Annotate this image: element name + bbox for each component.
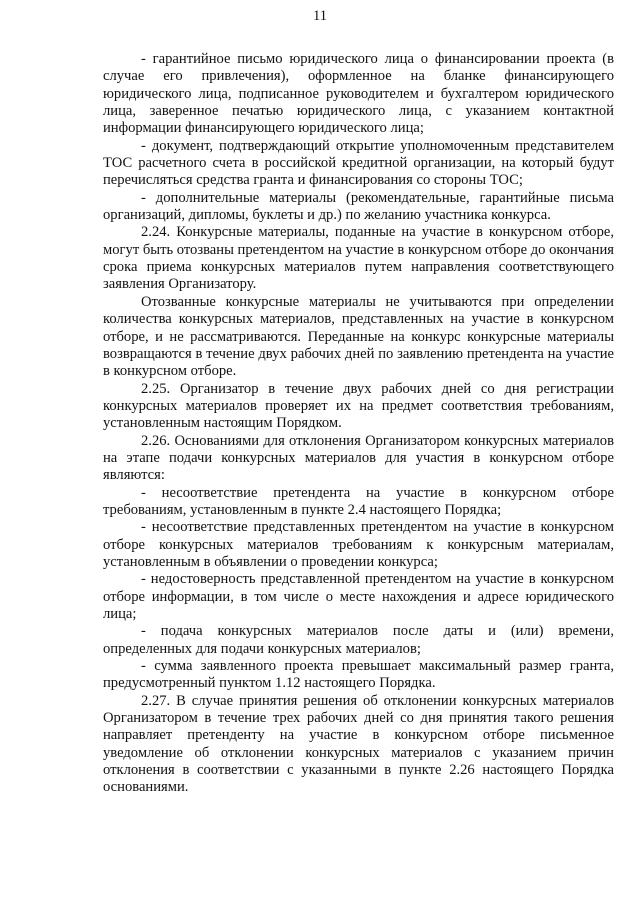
paragraph-2-25: 2.25. Организатор в течение двух рабочих дней со дня регистрации конкурсных материалов проверяет их на предмет соответствия требованиям, установленным настоящим Порядком. bbox=[103, 380, 614, 432]
paragraph-noncompliance-materials: - несоответствие представленных претендентом на участие в конкурсном отборе конкурсных материалов требованиям к конкурсным материалам, установленным в объявлении о проведении конкурса; bbox=[103, 519, 614, 570]
paragraph-grant-limit: - сумма заявленного проекта превышает максимальный размер гранта, предусмотренный пунктом 1.12 настоящего Порядка. bbox=[103, 658, 614, 692]
paragraph-additional-materials: - дополнительные материалы (рекомендательные, гарантийные письма организаций, дипломы, буклеты и др.) по желанию участника конкурса. bbox=[103, 189, 614, 224]
paragraph-late-submission: - подача конкурсных материалов после даты и (или) времени, определенных для подачи конкурсных материалов; bbox=[103, 623, 614, 657]
page-number: 11 bbox=[313, 8, 327, 24]
paragraph-withdrawn-materials: Отозванные конкурсные материалы не учитываются при определении количества конкурсных материалов, представленных на участие в конкурсном отборе, и не рассматриваются. Переданные на конкурс конкурсные материалы возвращаются в течение двух рабочих дней по заявлению претендента на участие в конкурсном отборе. bbox=[103, 293, 614, 380]
paragraph-2-24: 2.24. Конкурсные материалы, поданные на участие в конкурсном отборе, могут быть отозваны претендентом на участие в конкурсном отборе до окончания срока приема конкурсных материалов путем направления соответствующего заявления Организатору. bbox=[103, 224, 614, 293]
document-body bbox=[103, 51, 614, 797]
paragraph-guarantee-letter: - гарантийное письмо юридического лица о финансировании проекта (в случае его привлечения), оформленное на бланке финансирующего юридического лица, подписанное руководителем и бухгалтером юридического лица, заверенное печатью юридического лица, с указанием контактной информации финансирующего юридического лица; bbox=[103, 51, 614, 137]
paragraph-2-27: 2.27. В случае принятия решения об отклонении конкурсных материалов Организатором в течение трех рабочих дней со дня принятия такого решения направляет претенденту на участие в конкурсном отборе письменное уведомление об отклонении конкурсных материалов с указанием причин отклонения в соответствии с указанными в пункте 2.26 настоящего Порядка основаниями. bbox=[103, 692, 614, 796]
paragraph-unreliable-information: - недостоверность представленной претендентом на участие в конкурсном отборе информации, в том числе о месте нахождения и адресе юридического лица; bbox=[103, 571, 614, 622]
paragraph-noncompliance-applicant: - несоответствие претендента на участие в конкурсном отборе требованиям, установленным в пункте 2.4 настоящего Порядка; bbox=[103, 484, 614, 518]
paragraph-2-26: 2.26. Основаниями для отклонения Организатором конкурсных материалов на этапе подачи конкурсных материалов для участия в конкурсном отборе являются: bbox=[103, 432, 614, 484]
paragraph-account-document: - документ, подтверждающий открытие уполномоченным представителем ТОС расчетного счета в российской кредитной организации, на который будут перечисляться средства гранта и финансирования со стороны ТОС; bbox=[103, 137, 614, 189]
